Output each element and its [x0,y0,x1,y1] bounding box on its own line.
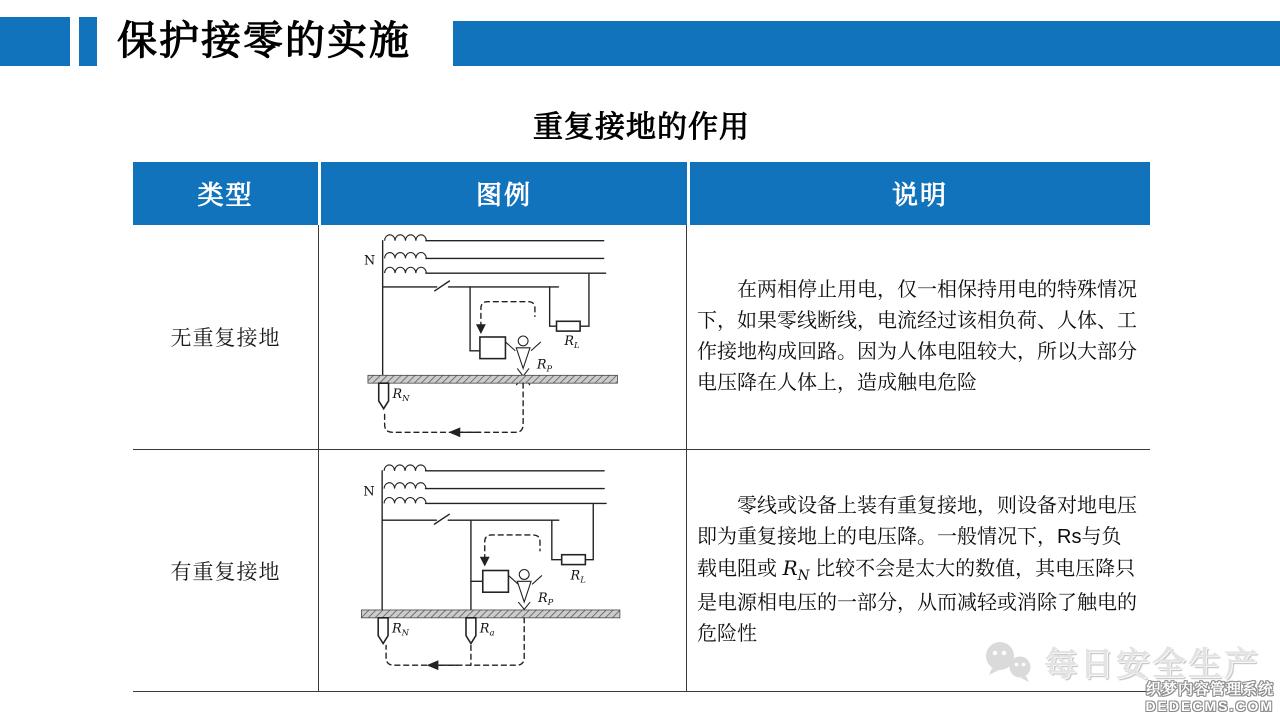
row1-description-text: 在两相停止用电，仅一相保持用电的特殊情况下，如果零线断线，电流经过该相负荷、人体、工作接地构成回路。因为人体电阻较大，所以大部分电压降在人体上，造成触电危险 [697,279,1137,394]
label-rl: $R_L$ [564,333,580,350]
wechat-brand-text: 每日安全生产 [1044,645,1260,682]
variable-rn: $R_N$ [782,556,810,585]
repeated-ground-electrode-ra [466,618,476,644]
header-cell-figure: 图例 [318,162,687,225]
wechat-watermark [980,638,1260,685]
row2-description-text: 零线或设备上装有重复接地，则设备对地电压即为重复接地上的电压降。一般情况下，Rs与负载电阻或 $R_N$ 比较不会是太大的数值，其电压降只是电源相电压的一部分，从而减轻或消除了触电的危险性 [697,495,1137,645]
wechat-bubbles-icon [980,639,1036,685]
title-accent-stripe [79,17,97,66]
comparison-table [133,162,1150,692]
row1-figure-cell [318,225,687,450]
arrow-down-icon [476,324,486,334]
appliance-box [480,337,506,359]
phase-lines [426,471,607,504]
circuit-diagram-with-repeated-grounding [320,456,685,685]
current-path-lower [386,618,524,670]
ground-surface [361,610,619,618]
header-cell-type: 类型 [197,180,254,210]
fault-current-path-upper [476,302,535,334]
header-cell-description: 说明 [687,162,1150,225]
fault-current-path-lower [385,383,524,437]
label-rn: $R_N$ [392,386,410,403]
arrow-left-icon [427,660,439,670]
label-rp: $R_P$ [538,591,554,608]
ground-electrode-rn [378,618,388,644]
label-ra: $R_a$ [479,621,495,638]
neutral-point-label: N [363,253,376,269]
title-accent-block [0,17,70,66]
cms-watermark [1145,681,1274,714]
ground-surface [368,375,618,383]
transformer-coils [385,235,427,273]
row1-type-cell: 无重复接地 [133,225,318,450]
load-resistor [562,555,586,565]
table-header-row [133,162,1150,225]
cms-domain-text: DEDECMS.COM [1145,698,1274,715]
page-title: 保护接零的实施 [117,19,411,63]
row1-description-cell [687,225,1150,450]
appliance-box [483,571,509,593]
phase-lines [426,241,606,273]
arrow-down-icon [480,557,490,567]
neutral-point-label: N [363,484,375,500]
ground-electrode-rn [379,383,389,409]
label-rl: $R_L$ [570,568,586,585]
circuit-diagram-no-repeated-grounding [320,226,685,448]
section-subtitle: 重复接地的作用 [533,111,750,144]
label-rp: $R_P$ [536,357,553,374]
title-underline-bar [453,21,1280,66]
load-resistor [557,321,581,331]
cms-name-text: 织梦内容管理系统 [1145,681,1274,698]
label-rn: $R_N$ [392,621,409,638]
table-row [133,225,1150,450]
row2-type-cell: 有重复接地 [133,450,318,692]
arrow-left-icon [448,427,460,437]
current-path-upper [480,535,540,567]
transformer-coils [384,465,426,503]
row2-figure-cell [318,450,687,692]
